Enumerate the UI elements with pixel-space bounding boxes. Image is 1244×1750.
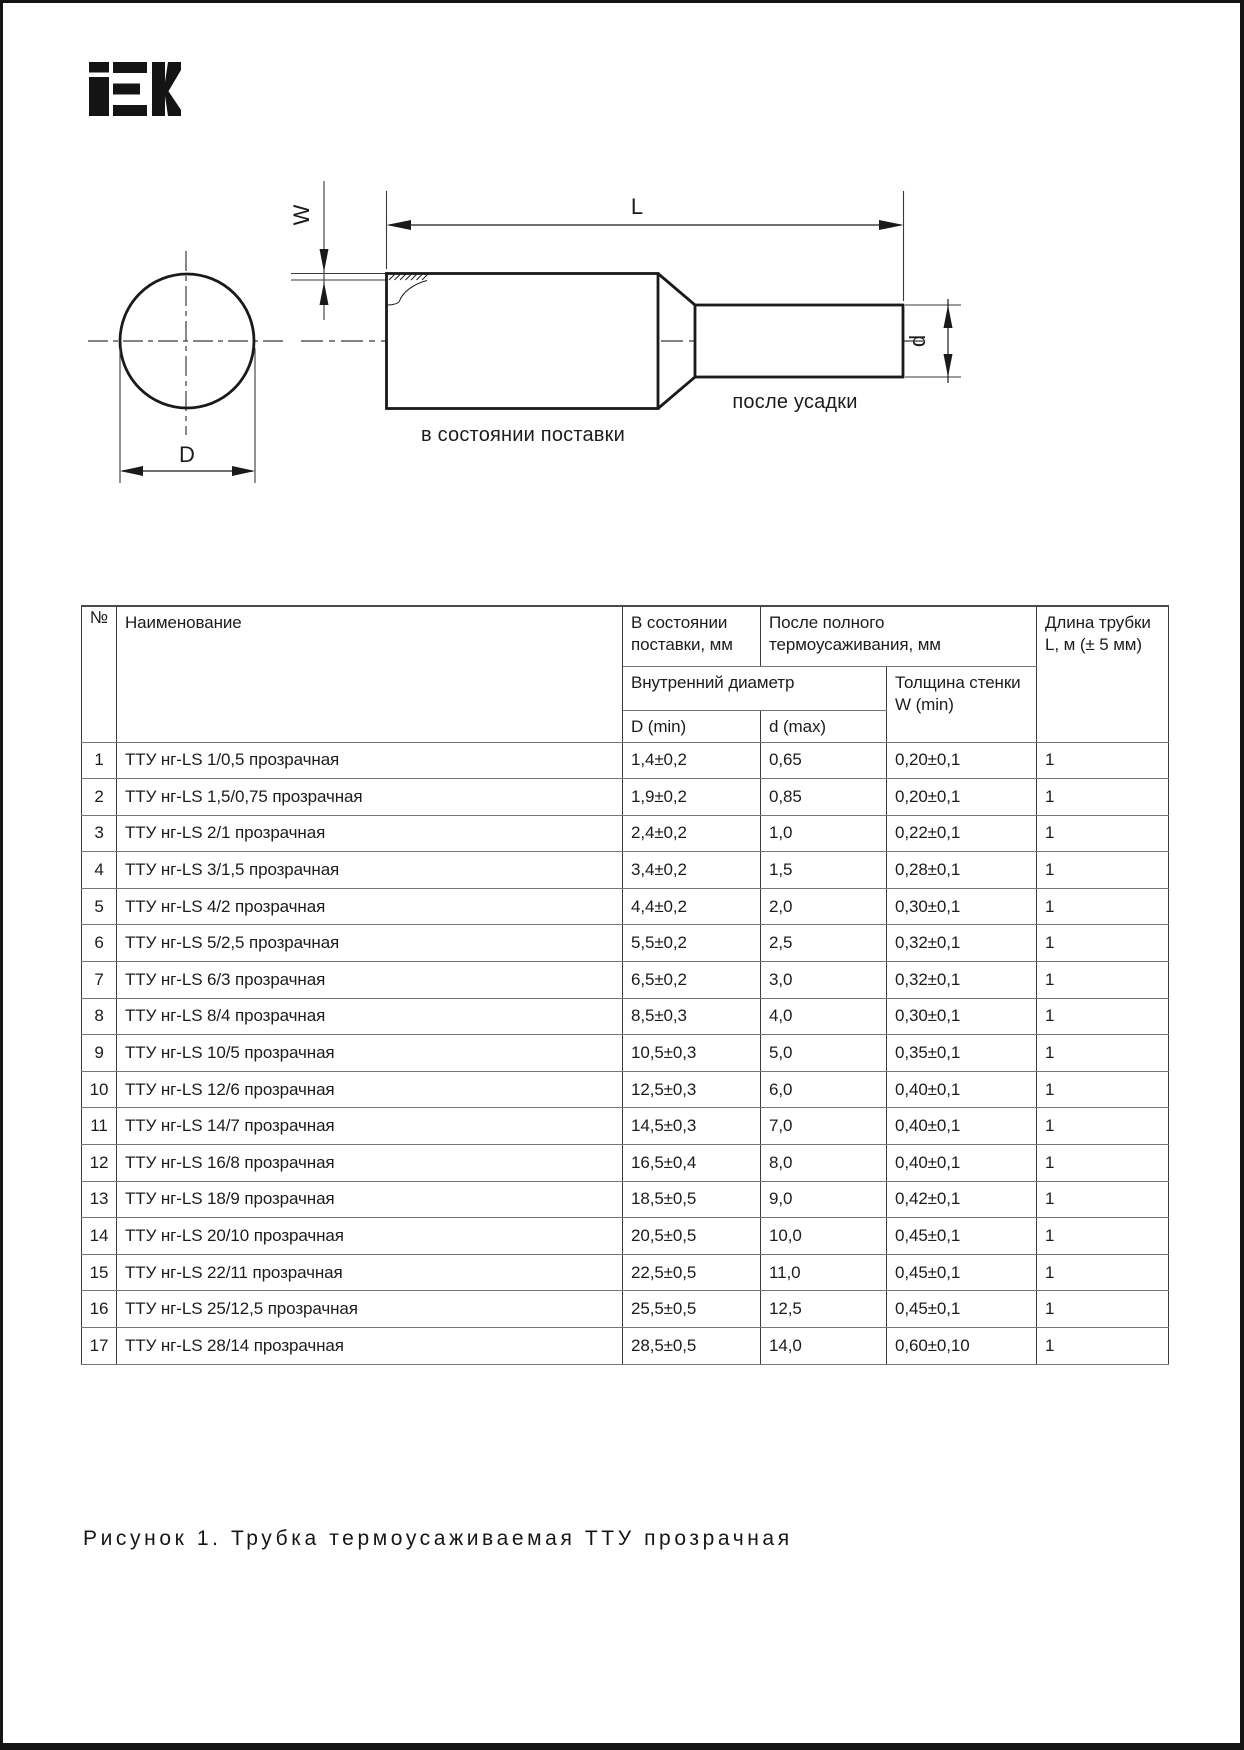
cell-wall: 0,30±0,1 <box>887 998 1037 1035</box>
figure-caption: Рисунок 1. Трубка термоусаживаемая ТТУ прозрачная <box>83 1527 793 1550</box>
col-header-wall: Толщина стенки W (min) <box>887 666 1037 742</box>
cell-no: 16 <box>82 1291 117 1328</box>
col-header-supplied: В состоянии поставки, мм <box>623 606 761 666</box>
cell-length: 1 <box>1037 1145 1169 1182</box>
cell-no: 12 <box>82 1145 117 1182</box>
tube-shrunk-outline <box>695 305 903 377</box>
cell-wall: 0,45±0,1 <box>887 1218 1037 1255</box>
arrowhead-down-icon <box>320 249 329 272</box>
cell-name: ТТУ нг-LS 4/2 прозрачная <box>117 888 623 925</box>
cell-d-min: 8,5±0,3 <box>623 998 761 1035</box>
table-row <box>82 1108 1169 1145</box>
cell-name: ТТУ нг-LS 6/3 прозрачная <box>117 962 623 999</box>
cell-name: ТТУ нг-LS 5/2,5 прозрачная <box>117 925 623 962</box>
cell-wall: 0,35±0,1 <box>887 1035 1037 1072</box>
cell-d-max: 5,0 <box>761 1035 887 1072</box>
cell-d-max: 1,5 <box>761 852 887 889</box>
cell-length: 1 <box>1037 852 1169 889</box>
cell-name: ТТУ нг-LS 20/10 прозрачная <box>117 1218 623 1255</box>
cell-length: 1 <box>1037 1254 1169 1291</box>
cell-name: ТТУ нг-LS 14/7 прозрачная <box>117 1108 623 1145</box>
col-header-d-max: d (max) <box>761 710 887 742</box>
spec-table <box>81 605 1169 1365</box>
cell-d-max: 12,5 <box>761 1291 887 1328</box>
table-row <box>82 1181 1169 1218</box>
cell-d-min: 18,5±0,5 <box>623 1181 761 1218</box>
dim-label-D: D <box>179 442 195 467</box>
label-after-shrink: после усадки <box>732 391 858 413</box>
cell-wall: 0,32±0,1 <box>887 962 1037 999</box>
table-row <box>82 925 1169 962</box>
cell-length: 1 <box>1037 1071 1169 1108</box>
cell-no: 9 <box>82 1035 117 1072</box>
cell-d-min: 25,5±0,5 <box>623 1291 761 1328</box>
cell-length: 1 <box>1037 1035 1169 1072</box>
table-row <box>82 852 1169 889</box>
tube-supplied-outline <box>387 274 659 409</box>
arrowhead-down-icon <box>944 354 953 377</box>
cell-d-max: 0,65 <box>761 742 887 779</box>
cell-d-max: 11,0 <box>761 1254 887 1291</box>
cell-name: ТТУ нг-LS 28/14 прозрачная <box>117 1328 623 1365</box>
cell-no: 13 <box>82 1181 117 1218</box>
table-row <box>82 1071 1169 1108</box>
cell-d-min: 4,4±0,2 <box>623 888 761 925</box>
cell-wall: 0,42±0,1 <box>887 1181 1037 1218</box>
cell-d-min: 3,4±0,2 <box>623 852 761 889</box>
cell-wall: 0,32±0,1 <box>887 925 1037 962</box>
dim-label-L: L <box>630 194 644 219</box>
technical-drawing <box>3 153 1244 513</box>
cell-no: 7 <box>82 962 117 999</box>
cell-d-min: 1,9±0,2 <box>623 779 761 816</box>
col-header-inner-diameter: Внутренний диаметр <box>623 666 887 710</box>
cell-length: 1 <box>1037 925 1169 962</box>
cell-d-max: 2,0 <box>761 888 887 925</box>
cell-length: 1 <box>1037 998 1169 1035</box>
arrowhead-left-icon <box>387 220 412 230</box>
cell-no: 4 <box>82 852 117 889</box>
arrowhead-right-icon <box>232 466 255 476</box>
cell-d-max: 1,0 <box>761 815 887 852</box>
cell-wall: 0,45±0,1 <box>887 1291 1037 1328</box>
cell-name: ТТУ нг-LS 12/6 прозрачная <box>117 1071 623 1108</box>
cell-length: 1 <box>1037 1181 1169 1218</box>
cell-wall: 0,40±0,1 <box>887 1145 1037 1182</box>
cell-length: 1 <box>1037 742 1169 779</box>
col-header-length: Длина трубки L, м (± 5 мм) <box>1037 606 1169 742</box>
label-supplied-state: в состоянии поставки <box>421 424 625 446</box>
cell-no: 5 <box>82 888 117 925</box>
cell-no: 8 <box>82 998 117 1035</box>
cell-length: 1 <box>1037 1108 1169 1145</box>
taper-bottom <box>658 377 695 409</box>
cell-wall: 0,40±0,1 <box>887 1108 1037 1145</box>
cell-length: 1 <box>1037 962 1169 999</box>
table-row <box>82 888 1169 925</box>
col-header-name: Наименование <box>117 606 623 742</box>
table-row <box>82 1218 1169 1255</box>
col-header-no: № <box>82 606 117 742</box>
cell-length: 1 <box>1037 815 1169 852</box>
cell-d-min: 10,5±0,3 <box>623 1035 761 1072</box>
col-header-after-shrink: После полного термоусаживания, мм <box>761 606 1037 666</box>
cell-no: 15 <box>82 1254 117 1291</box>
cell-d-min: 22,5±0,5 <box>623 1254 761 1291</box>
cell-name: ТТУ нг-LS 10/5 прозрачная <box>117 1035 623 1072</box>
cell-d-min: 28,5±0,5 <box>623 1328 761 1365</box>
cell-no: 1 <box>82 742 117 779</box>
table-row <box>82 1145 1169 1182</box>
cell-length: 1 <box>1037 1328 1169 1365</box>
taper-top <box>658 274 695 306</box>
cell-d-min: 5,5±0,2 <box>623 925 761 962</box>
cell-d-max: 2,5 <box>761 925 887 962</box>
cell-d-min: 16,5±0,4 <box>623 1145 761 1182</box>
cell-name: ТТУ нг-LS 8/4 прозрачная <box>117 998 623 1035</box>
table-row <box>82 1254 1169 1291</box>
cell-wall: 0,40±0,1 <box>887 1071 1037 1108</box>
cell-d-min: 6,5±0,2 <box>623 962 761 999</box>
dim-label-W: W <box>289 204 314 226</box>
cell-length: 1 <box>1037 888 1169 925</box>
cell-no: 14 <box>82 1218 117 1255</box>
cell-name: ТТУ нг-LS 2/1 прозрачная <box>117 815 623 852</box>
table-row <box>82 962 1169 999</box>
table-row <box>82 1291 1169 1328</box>
cell-no: 2 <box>82 779 117 816</box>
cell-wall: 0,22±0,1 <box>887 815 1037 852</box>
cell-d-max: 0,85 <box>761 779 887 816</box>
col-header-d-min: D (min) <box>623 710 761 742</box>
arrowhead-left-icon <box>120 466 143 476</box>
cell-length: 1 <box>1037 1291 1169 1328</box>
table-row <box>82 779 1169 816</box>
cell-d-max: 8,0 <box>761 1145 887 1182</box>
cell-name: ТТУ нг-LS 16/8 прозрачная <box>117 1145 623 1182</box>
cell-name: ТТУ нг-LS 1,5/0,75 прозрачная <box>117 779 623 816</box>
cell-wall: 0,28±0,1 <box>887 852 1037 889</box>
cell-no: 3 <box>82 815 117 852</box>
arrowhead-up-icon <box>320 282 329 305</box>
table-row <box>82 998 1169 1035</box>
cell-wall: 0,20±0,1 <box>887 779 1037 816</box>
cell-d-min: 20,5±0,5 <box>623 1218 761 1255</box>
cell-length: 1 <box>1037 779 1169 816</box>
dim-label-d: d <box>905 334 930 348</box>
cell-no: 6 <box>82 925 117 962</box>
spec-table-body <box>82 742 1169 1364</box>
header-row-1 <box>82 606 1169 666</box>
cell-no: 10 <box>82 1071 117 1108</box>
table-row <box>82 815 1169 852</box>
arrowhead-right-icon <box>879 220 904 230</box>
cell-d-max: 7,0 <box>761 1108 887 1145</box>
cell-name: ТТУ нг-LS 1/0,5 прозрачная <box>117 742 623 779</box>
cell-d-max: 9,0 <box>761 1181 887 1218</box>
cell-d-max: 3,0 <box>761 962 887 999</box>
iek-logo <box>89 62 181 116</box>
cell-d-max: 6,0 <box>761 1071 887 1108</box>
cell-no: 17 <box>82 1328 117 1365</box>
arrowhead-up-icon <box>944 305 953 328</box>
cell-d-max: 4,0 <box>761 998 887 1035</box>
table-row <box>82 742 1169 779</box>
table-row <box>82 1328 1169 1365</box>
cell-wall: 0,60±0,10 <box>887 1328 1037 1365</box>
cell-length: 1 <box>1037 1218 1169 1255</box>
cell-name: ТТУ нг-LS 22/11 прозрачная <box>117 1254 623 1291</box>
cell-name: ТТУ нг-LS 3/1,5 прозрачная <box>117 852 623 889</box>
cell-d-min: 1,4±0,2 <box>623 742 761 779</box>
cell-wall: 0,20±0,1 <box>887 742 1037 779</box>
cell-d-max: 14,0 <box>761 1328 887 1365</box>
cell-d-max: 10,0 <box>761 1218 887 1255</box>
cell-no: 11 <box>82 1108 117 1145</box>
cell-name: ТТУ нг-LS 25/12,5 прозрачная <box>117 1291 623 1328</box>
cell-wall: 0,30±0,1 <box>887 888 1037 925</box>
cell-name: ТТУ нг-LS 18/9 прозрачная <box>117 1181 623 1218</box>
table-row <box>82 1035 1169 1072</box>
cell-d-min: 12,5±0,3 <box>623 1071 761 1108</box>
cell-wall: 0,45±0,1 <box>887 1254 1037 1291</box>
cell-d-min: 2,4±0,2 <box>623 815 761 852</box>
cell-d-min: 14,5±0,3 <box>623 1108 761 1145</box>
